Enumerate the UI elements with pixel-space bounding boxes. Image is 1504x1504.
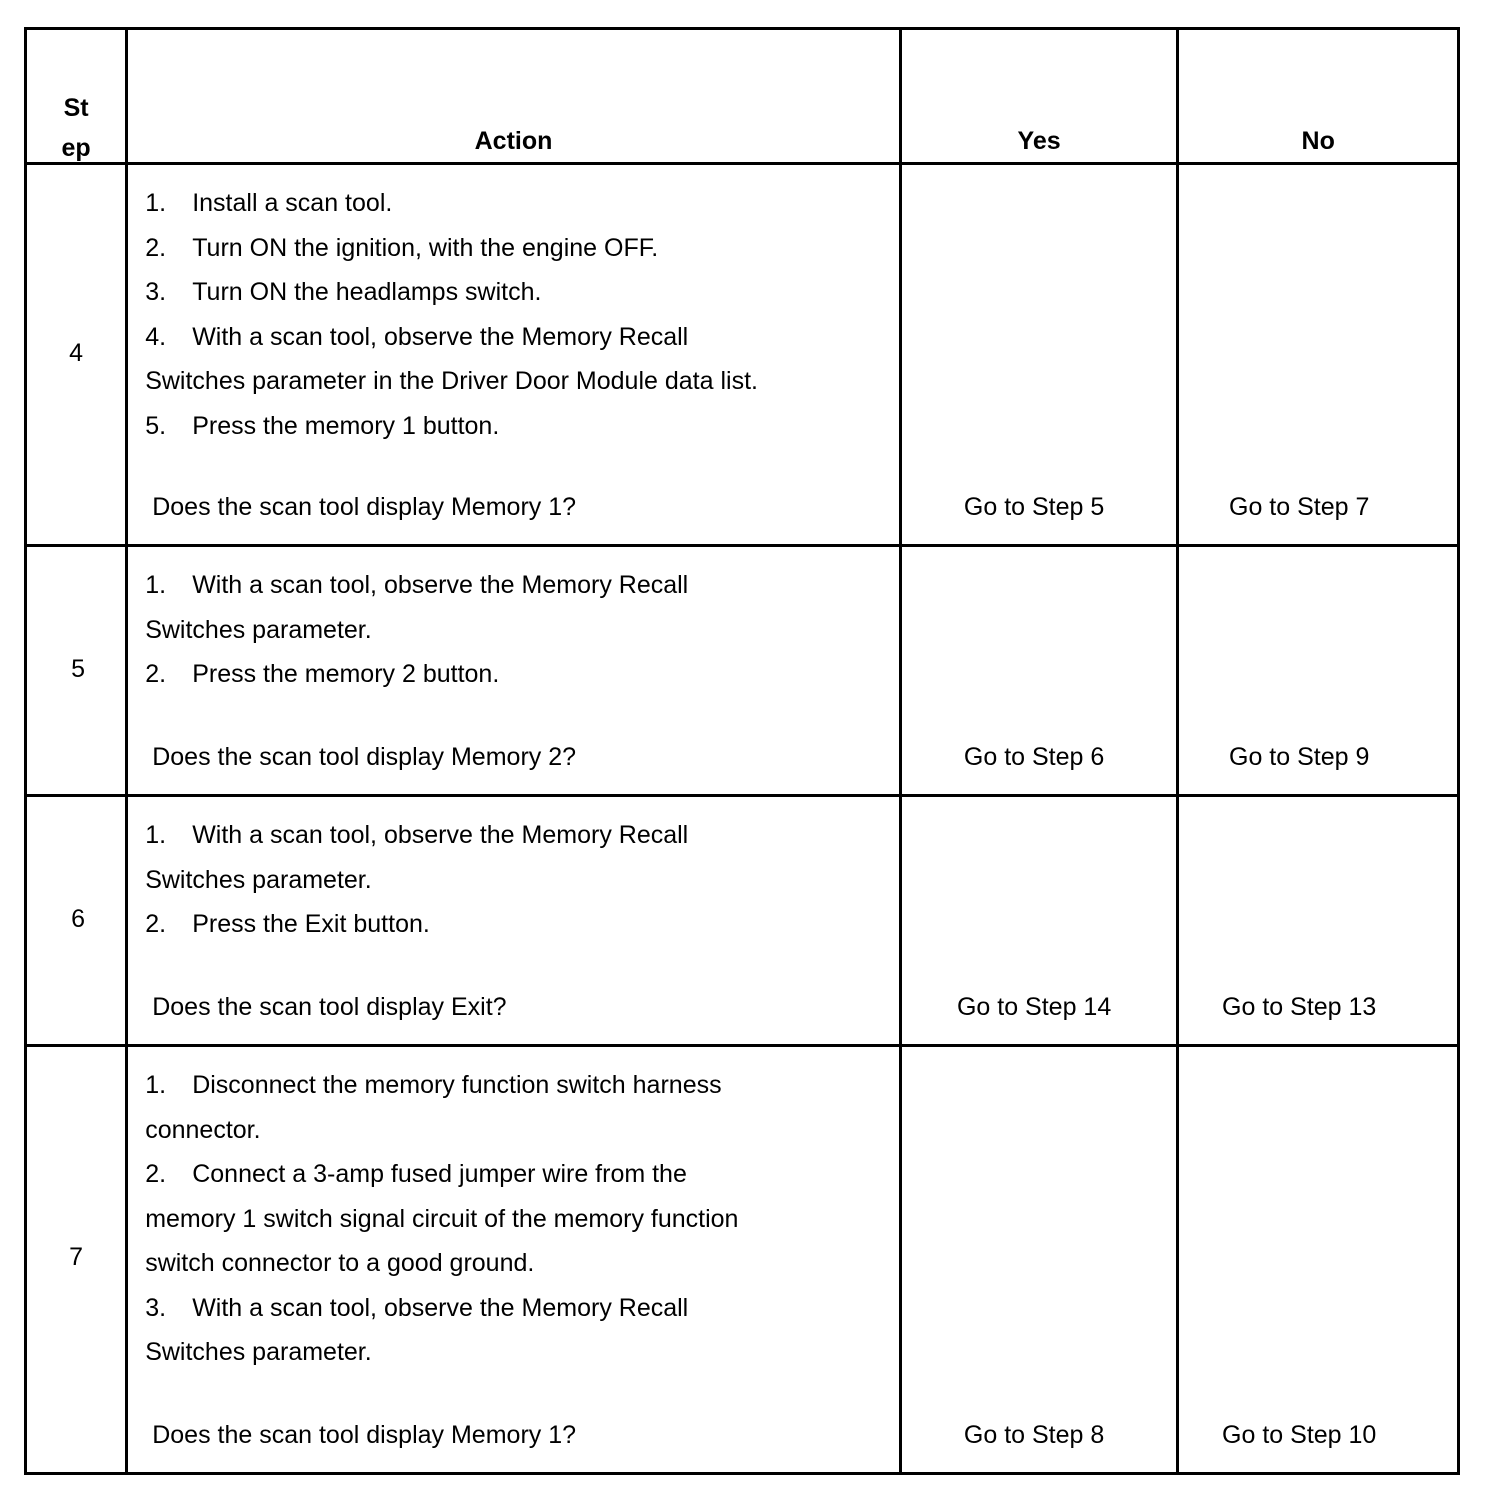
action-list [145, 181, 859, 448]
yes-result: Go to Step 5 [963, 493, 1105, 521]
step-cell [26, 1046, 127, 1474]
header-no [1178, 29, 1459, 164]
action-line-number: 3. [145, 278, 167, 306]
action-line-text: memory 1 switch signal circuit of the memory function [145, 1204, 739, 1233]
action-line-text: Switches parameter. [145, 615, 372, 644]
action-line [145, 652, 859, 697]
action-line [145, 359, 859, 404]
action-line [145, 1108, 859, 1153]
action-cell [127, 546, 901, 796]
action-line [145, 1197, 859, 1242]
action-cell [127, 1046, 901, 1474]
header-yes [900, 29, 1178, 164]
action-line [145, 1152, 859, 1197]
action-line [145, 181, 859, 226]
action-line-number: 4. [145, 322, 167, 351]
no-result: Go to Step 10 [1222, 1421, 1377, 1449]
table-row [26, 546, 1459, 796]
table-row [26, 796, 1459, 1046]
yes-result: Go to Step 6 [963, 743, 1105, 771]
action-list [145, 1063, 859, 1375]
action-line-number: 2. [145, 233, 167, 262]
action-line-text: With a scan tool, observe the Memory Recall [192, 322, 689, 351]
action-line-number: 2. [145, 910, 167, 938]
header-no-label: No [1301, 127, 1335, 155]
yes-result: Go to Step 8 [963, 1421, 1105, 1449]
step-number: 7 [69, 1243, 84, 1271]
action-line [145, 315, 859, 360]
yes-cell [900, 546, 1178, 796]
no-cell [1178, 1046, 1459, 1474]
action-line [145, 404, 859, 449]
step-cell [26, 164, 127, 546]
action-line [145, 608, 859, 653]
header-yes-label: Yes [1017, 127, 1061, 155]
action-line-number: 1. [145, 189, 167, 217]
action-line-number: 2. [145, 1160, 167, 1188]
action-line-text: Press the memory 1 button. [192, 411, 500, 440]
action-line-text: With a scan tool, observe the Memory Recall [192, 571, 689, 599]
action-line [145, 226, 859, 271]
action-line-number: 3. [145, 1293, 167, 1322]
action-line-text: Switches parameter. [145, 865, 372, 894]
table-header-row [26, 29, 1459, 164]
action-list [145, 563, 859, 697]
action-line-text: Press the memory 2 button. [192, 660, 500, 688]
action-line-text: Connect a 3-amp fused jumper wire from the [192, 1160, 687, 1188]
no-result: Go to Step 7 [1229, 493, 1370, 521]
header-step [26, 29, 127, 164]
action-line-text: switch connector to a good ground. [145, 1249, 535, 1277]
action-line-number: 1. [145, 571, 167, 599]
step-number: 5 [71, 655, 86, 683]
action-line-text: With a scan tool, observe the Memory Recall [192, 821, 689, 849]
action-line [145, 270, 859, 315]
no-cell [1178, 546, 1459, 796]
action-line-text: With a scan tool, observe the Memory Recall [192, 1293, 689, 1322]
action-cell [127, 164, 901, 546]
action-line-text: Switches parameter. [145, 1338, 372, 1366]
action-list [145, 813, 859, 947]
action-line-text: connector. [145, 1115, 261, 1144]
header-action [127, 29, 901, 164]
header-step-line2: ep [61, 134, 91, 162]
action-line [145, 563, 859, 608]
yes-cell [900, 796, 1178, 1046]
step-question: Does the scan tool display Exit? [152, 993, 507, 1021]
action-cell [127, 796, 901, 1046]
action-line [145, 858, 859, 903]
yes-cell [900, 1046, 1178, 1474]
step-cell [26, 546, 127, 796]
action-line-text: Disconnect the memory function switch harness [192, 1071, 722, 1099]
action-line-text: Turn ON the headlamps switch. [192, 278, 542, 306]
step-number: 6 [71, 905, 86, 933]
action-line [145, 1286, 859, 1331]
action-line-text: Turn ON the ignition, with the engine OFF. [192, 233, 659, 262]
no-result: Go to Step 9 [1229, 743, 1370, 771]
action-line-text: Install a scan tool. [192, 189, 393, 217]
table-row [26, 1046, 1459, 1474]
yes-cell [900, 164, 1178, 546]
step-number: 4 [69, 339, 84, 367]
action-line-text: Switches parameter in the Driver Door Module data list. [145, 367, 758, 395]
step-question: Does the scan tool display Memory 1? [152, 1421, 577, 1449]
diagnostic-steps-table [24, 27, 1460, 1475]
action-line-number: 1. [145, 1071, 167, 1099]
step-question: Does the scan tool display Memory 1? [152, 493, 577, 521]
step-question: Does the scan tool display Memory 2? [152, 743, 577, 771]
action-line [145, 1241, 859, 1286]
no-result: Go to Step 13 [1222, 993, 1377, 1021]
yes-result: Go to Step 14 [956, 993, 1112, 1021]
table-row [26, 164, 1459, 546]
step-cell [26, 796, 127, 1046]
header-step-line1: St [63, 94, 89, 122]
action-line-number: 2. [145, 660, 167, 688]
action-line-number: 1. [145, 821, 167, 849]
action-line-text: Press the Exit button. [192, 910, 430, 938]
no-cell [1178, 164, 1459, 546]
action-line [145, 1330, 859, 1375]
header-action-label: Action [474, 127, 553, 155]
action-line-number: 5. [145, 411, 167, 440]
action-line [145, 813, 859, 858]
action-line [145, 1063, 859, 1108]
action-line [145, 902, 859, 947]
no-cell [1178, 796, 1459, 1046]
